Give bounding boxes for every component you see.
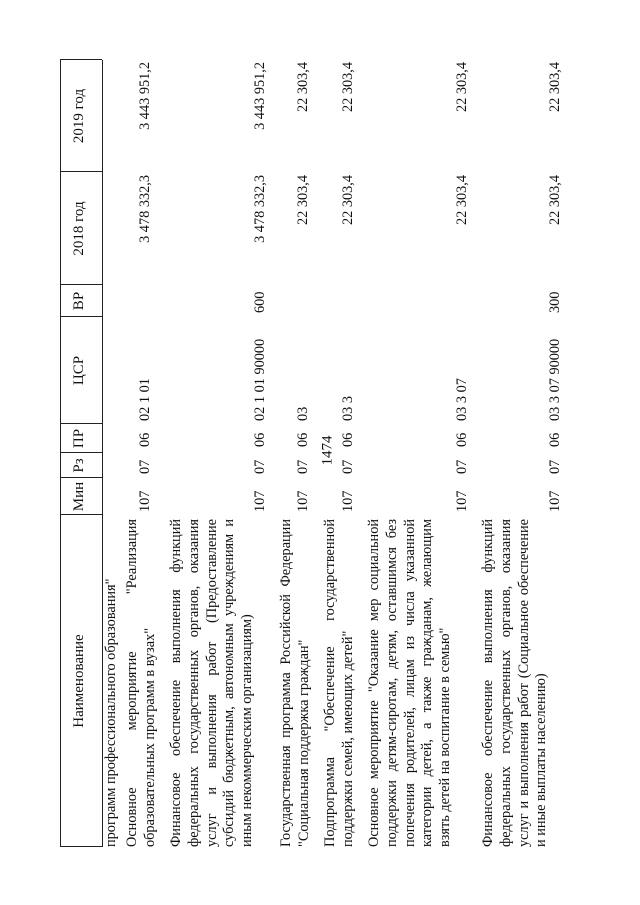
row-5-2018: 22 303,4 bbox=[454, 175, 470, 226]
row-6-pr: 06 bbox=[547, 432, 563, 447]
row-2-name: Финансовое обеспечение выполнения функций федеральных государственных органов, оказания услуг и выполнения работ (Предоставление субсидий бюджетным, автономным учреждениям и иным некоммерческим организациям) bbox=[168, 519, 256, 847]
row-4-rz: 07 bbox=[340, 459, 356, 474]
row-1-name: Основное мероприятие "Реализация образовательных программ в вузах" bbox=[124, 519, 158, 847]
header-csr: ЦСР bbox=[71, 355, 87, 386]
row-1-2018: 3 478 332,3 bbox=[137, 175, 153, 243]
row-2-2019: 3 443 951,2 bbox=[252, 62, 268, 130]
row-6-csr: 03 3 07 90000 bbox=[547, 338, 563, 421]
row-5-name: Основное мероприятие "Оказание мер социальной поддержки детям-сиротам, детям, оставшимся без попечения родителей, лицам из числа указанной категории детей, а также гражданам, желающим взять детей на воспитание в семью" bbox=[366, 519, 454, 847]
row-5-rz: 07 bbox=[454, 459, 470, 474]
header-2019: 2019 год bbox=[71, 88, 87, 144]
row-1-pr: 06 bbox=[137, 432, 153, 447]
row-6-min: 107 bbox=[547, 490, 563, 512]
row-2-min: 107 bbox=[252, 490, 268, 512]
row-6-2019: 22 303,4 bbox=[547, 62, 563, 113]
row-4-csr: 03 3 bbox=[340, 395, 356, 421]
row-5-pr: 06 bbox=[454, 432, 470, 447]
row-2-2018: 3 478 332,3 bbox=[252, 175, 268, 243]
row-2-rz: 07 bbox=[252, 459, 268, 474]
continuation-text: программ профессионального образования" bbox=[103, 578, 119, 847]
page-number: 1474 bbox=[319, 435, 336, 466]
row-6-rz: 07 bbox=[547, 459, 563, 474]
row-3-2019: 22 303,4 bbox=[295, 62, 311, 113]
row-4-2018: 22 303,4 bbox=[340, 175, 356, 226]
row-4-name: Подпрограмма "Обеспечение государственной поддержки семей, имеющих детей" bbox=[322, 519, 356, 847]
header-min: Мин bbox=[71, 481, 87, 512]
row-4-pr: 06 bbox=[340, 432, 356, 447]
row-3-pr: 06 bbox=[295, 432, 311, 447]
row-2-pr: 06 bbox=[252, 432, 268, 447]
row-5-csr: 03 3 07 bbox=[454, 378, 470, 421]
row-3-2018: 22 303,4 bbox=[295, 175, 311, 226]
row-6-vr: 300 bbox=[547, 291, 563, 313]
row-1-min: 107 bbox=[137, 490, 153, 512]
header-2018: 2018 год bbox=[71, 201, 87, 256]
row-6-name: Финансовое обеспечение выполнения функций федеральных государственных органов, оказания услуг и выполнения работ (Социальное обеспечение и иные выплаты населению) bbox=[480, 519, 550, 847]
row-3-name: Государственная программа Российской Федерации "Социальная поддержка граждан" bbox=[278, 519, 312, 847]
row-1-csr: 02 1 01 bbox=[137, 378, 153, 421]
table-top-border bbox=[60, 60, 61, 847]
row-1-rz: 07 bbox=[137, 459, 153, 474]
row-5-2019: 22 303,4 bbox=[454, 62, 470, 113]
row-5-min: 107 bbox=[454, 490, 470, 512]
header-vr: ВР bbox=[71, 291, 87, 311]
row-4-2019: 22 303,4 bbox=[340, 62, 356, 113]
row-3-rz: 07 bbox=[295, 459, 311, 474]
header-name: Наименование bbox=[71, 634, 87, 728]
row-3-min: 107 bbox=[295, 490, 311, 512]
row-2-vr: 600 bbox=[252, 291, 268, 313]
row-2-csr: 02 1 01 90000 bbox=[252, 338, 268, 421]
header-rz: Рз bbox=[71, 458, 87, 473]
row-6-2018: 22 303,4 bbox=[547, 175, 563, 226]
row-3-csr: 03 bbox=[295, 406, 311, 421]
header-pr: ПР bbox=[71, 428, 87, 449]
row-4-min: 107 bbox=[340, 490, 356, 512]
row-1-2019: 3 443 951,2 bbox=[137, 62, 153, 130]
